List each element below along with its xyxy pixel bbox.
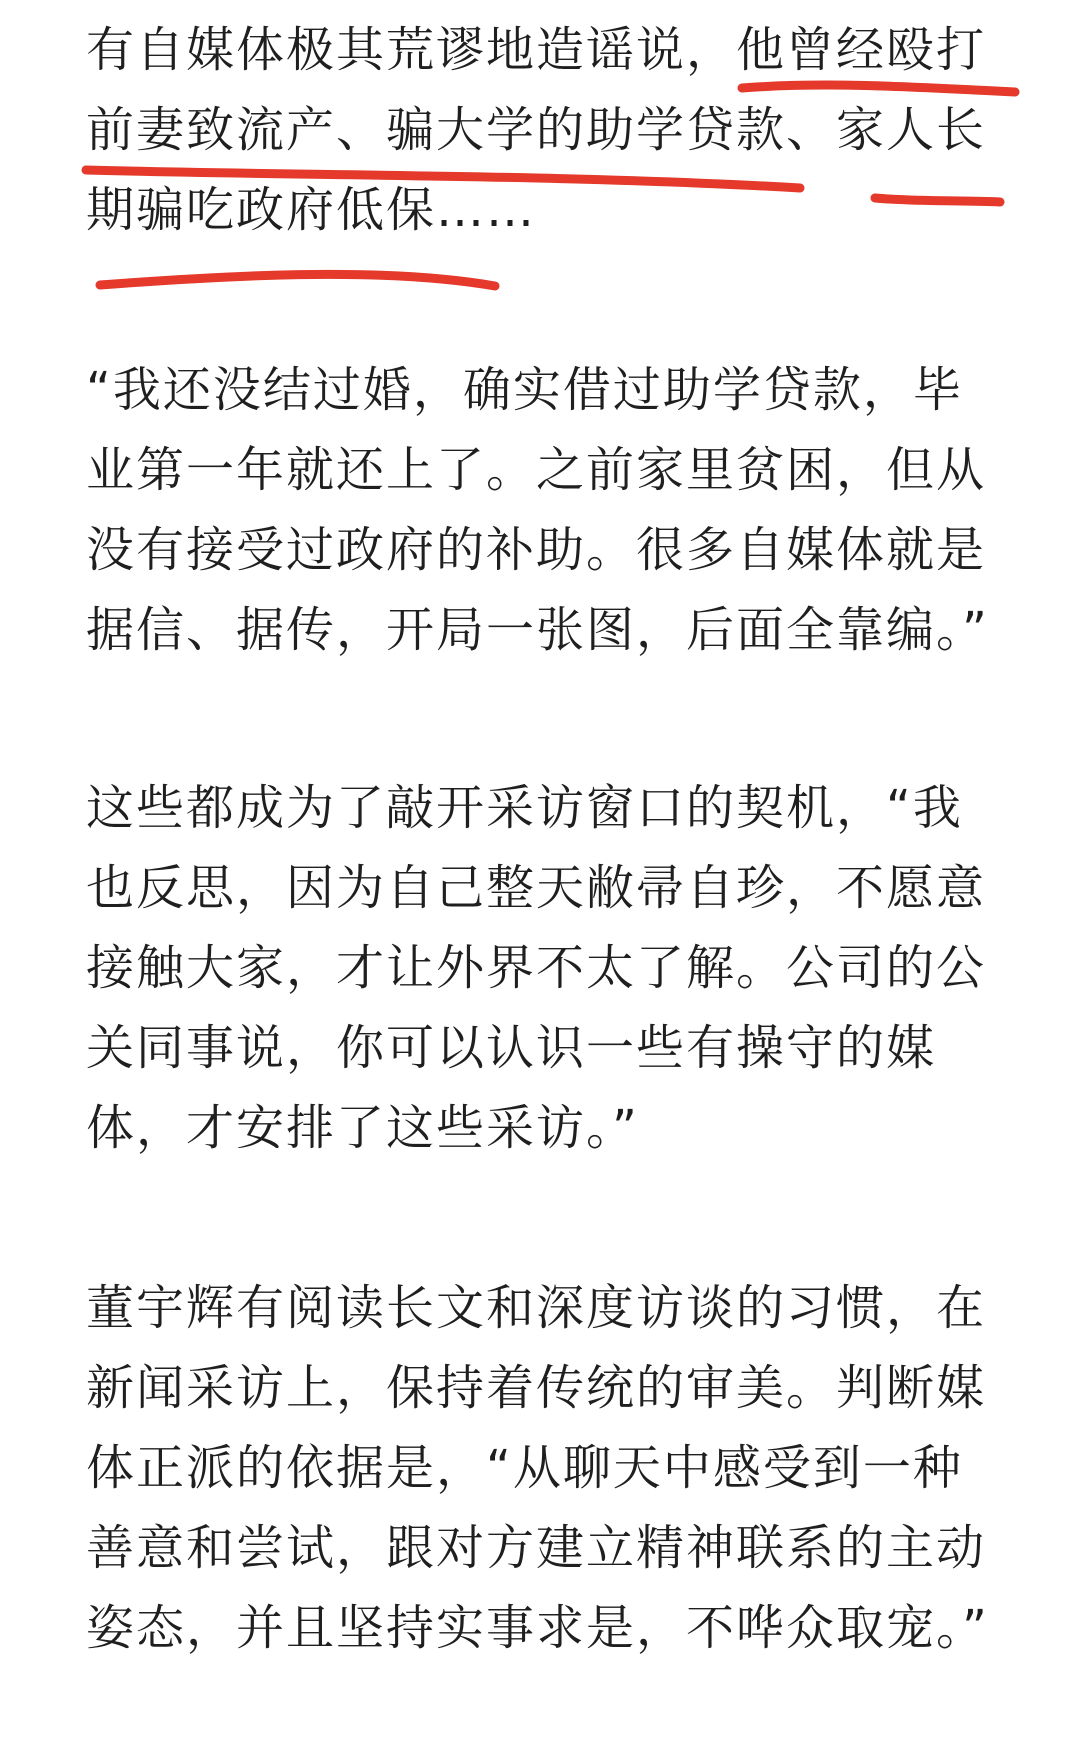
paragraph-1-line-3: 期骗吃政府低保…… [86, 182, 537, 238]
paragraph-2-line-1: “我还没结过婚，确实借过助学贷款，毕 [86, 362, 963, 418]
paragraph-4-line-1: 董宇辉有阅读长文和深度访谈的习惯，在 [86, 1280, 987, 1336]
paragraph-4-line-5: 姿态，并且坚持实事求是，不哗众取宠。” [86, 1600, 989, 1656]
underline-mark-1 [742, 85, 1015, 92]
paragraph-4-line-2: 新闻采访上，保持着传统的审美。判断媒 [86, 1360, 987, 1416]
paragraph-3-line-2: 也反思，因为自己整天敝帚自珍，不愿意 [86, 860, 987, 916]
paragraph-2-line-4: 据信、据传，开局一张图，后面全靠编。” [86, 602, 989, 658]
paragraph-4-line-3: 体正派的依据是，“从聊天中感受到一种 [86, 1440, 963, 1496]
paragraph-2-line-3: 没有接受过政府的补助。很多自媒体就是 [86, 522, 987, 578]
paragraph-3-line-1: 这些都成为了敲开采访窗口的契机，“我 [86, 780, 963, 836]
paragraph-3-line-4: 关同事说，你可以认识一些有操守的媒 [86, 1020, 937, 1076]
paragraph-3-line-5: 体，才安排了这些采访。” [86, 1100, 639, 1156]
paragraph-1-line-1: 有自媒体极其荒谬地造谣说，他曾经殴打 [86, 22, 987, 78]
paragraph-4-line-4: 善意和尝试，跟对方建立精神联系的主动 [86, 1520, 987, 1576]
paragraph-3-line-3: 接触大家，才让外界不太了解。公司的公 [86, 940, 987, 996]
paragraph-1-line-2: 前妻致流产、骗大学的助学贷款、家人长 [86, 102, 987, 158]
underline-mark-4 [100, 274, 495, 286]
paragraph-2-line-2: 业第一年就还上了。之前家里贫困，但从 [86, 442, 987, 498]
